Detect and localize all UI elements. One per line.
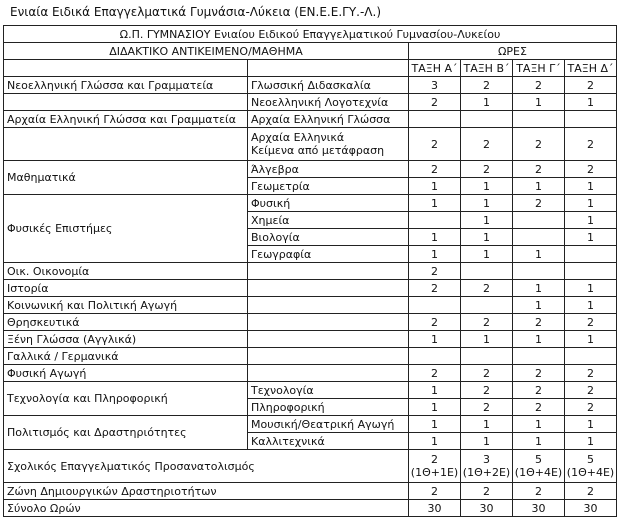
blank-cell	[248, 365, 409, 382]
hours-cell: 2	[461, 314, 513, 331]
blank-cell	[248, 60, 409, 77]
subject-name: Καλλιτεχνικά	[248, 433, 409, 450]
hours-cell: 2	[409, 483, 461, 500]
hours-cell	[409, 297, 461, 314]
hours-cell: 2	[409, 161, 461, 178]
subject-name-line: Αρχαία Ελληνικά	[251, 131, 345, 144]
hours-cell: 2	[565, 365, 617, 382]
hours-cell: 1	[513, 297, 565, 314]
hours-cell: 2	[409, 365, 461, 382]
hours-cell: 2	[461, 382, 513, 399]
hours-cell: 1	[565, 229, 617, 246]
hours-detail: (1Θ+1Ε)	[410, 466, 459, 479]
hours-cell: 2	[565, 77, 617, 94]
hours-cell: 2	[409, 94, 461, 111]
hours-cell: 3	[409, 77, 461, 94]
hours-cell: 1	[565, 433, 617, 450]
hours-cell	[513, 450, 565, 483]
subject-group: Φυσική Αγωγή	[4, 365, 248, 382]
hours-cell: 1	[565, 331, 617, 348]
hours-cell: 1	[409, 382, 461, 399]
table-row	[4, 161, 617, 178]
hours-cell: 1	[461, 94, 513, 111]
hours-cell: 2	[409, 128, 461, 161]
hours-cell: 1	[513, 94, 565, 111]
hours-header: ΩΡΕΣ	[409, 43, 617, 60]
hours-cell: 1	[513, 433, 565, 450]
hours-cell: 1	[565, 212, 617, 229]
hours-detail: (1Θ+2Ε)	[462, 466, 511, 479]
caption-row	[4, 26, 617, 43]
hours-cell	[513, 111, 565, 128]
hours-cell: 2	[513, 195, 565, 212]
hours-cell: 2	[513, 314, 565, 331]
subject-group: Σχολικός Επαγγελματικός Προσανατολισμός	[4, 450, 409, 483]
subject-group: Τεχνολογία και Πληροφορική	[4, 382, 248, 416]
subject-header: ΔΙΔΑΚΤΙΚΟ ΑΝΤΙΚΕΙΜΕΝΟ/ΜΑΘΗΜΑ	[4, 43, 409, 60]
blank-cell	[248, 280, 409, 297]
table-row	[4, 331, 617, 348]
blank-cell	[248, 314, 409, 331]
hours-cell	[513, 212, 565, 229]
hours-cell: 2	[461, 399, 513, 416]
hours-cell	[513, 348, 565, 365]
table-row	[4, 416, 617, 433]
subject-group: Νεοελληνική Γλώσσα και Γραμματεία	[4, 77, 248, 94]
hours-cell: 1	[409, 178, 461, 195]
subject-name: Τεχνολογία	[248, 382, 409, 399]
hours-cell: 1	[461, 416, 513, 433]
total-cell: 30	[513, 500, 565, 517]
hours-cell	[565, 450, 617, 483]
hours-cell: 1	[565, 94, 617, 111]
subject-name: Νεοελληνική Λογοτεχνία	[248, 94, 409, 111]
table-row	[4, 280, 617, 297]
hours-cell: 1	[565, 195, 617, 212]
hours-cell: 2	[565, 399, 617, 416]
hours-cell: 1	[409, 433, 461, 450]
hours-cell	[409, 212, 461, 229]
hours-cell: 2	[565, 161, 617, 178]
hours-cell: 2	[513, 77, 565, 94]
hours-cell	[461, 111, 513, 128]
subject-group: Ξένη Γλώσσα (Αγγλικά)	[4, 331, 248, 348]
table-row	[4, 382, 617, 399]
subject-group: Θρησκευτικά	[4, 314, 248, 331]
hours-cell: 2	[513, 128, 565, 161]
hours-cell: 1	[565, 178, 617, 195]
subject-group: Γαλλικά / Γερμανικά	[4, 348, 248, 365]
subject-name: Φυσική	[248, 195, 409, 212]
subject-group: Αρχαία Ελληνική Γλώσσα και Γραμματεία	[4, 111, 248, 128]
hours-cell: 1	[461, 433, 513, 450]
subject-group: Μαθηματικά	[4, 161, 248, 195]
hours-cell	[461, 297, 513, 314]
hours-cell: 1	[513, 178, 565, 195]
hours-cell	[565, 111, 617, 128]
hours-cell: 2	[409, 314, 461, 331]
hours-cell: 2	[513, 399, 565, 416]
table-row	[4, 297, 617, 314]
total-row	[4, 500, 617, 517]
subject-group: Φυσικές Επιστήμες	[4, 195, 248, 263]
hours-cell	[461, 263, 513, 280]
hours-cell	[461, 450, 513, 483]
hours-cell: 1	[513, 246, 565, 263]
hours-cell: 2	[461, 77, 513, 94]
hours-cell: 2	[565, 483, 617, 500]
grade-header: ΤΑΞΗ Β΄	[461, 60, 513, 77]
subject-name: Πληροφορική	[248, 399, 409, 416]
subject-group: Πολιτισμός και Δραστηριότητες	[4, 416, 248, 450]
hours-cell: 1	[513, 416, 565, 433]
table-row	[4, 94, 617, 111]
hours-cell: 1	[409, 399, 461, 416]
total-label: Σύνολο Ωρών	[4, 500, 409, 517]
grade-header: ΤΑΞΗ Α΄	[409, 60, 461, 77]
table-row	[4, 348, 617, 365]
hours-cell: 1	[565, 280, 617, 297]
hours-cell	[565, 348, 617, 365]
hours-cell: 2	[513, 161, 565, 178]
hours-cell: 2	[461, 128, 513, 161]
hours-cell: 2	[565, 314, 617, 331]
subject-group: Κοινωνική και Πολιτική Αγωγή	[4, 297, 248, 314]
hours-cell	[409, 348, 461, 365]
page-title: Ενιαία Ειδικά Επαγγελματικά Γυμνάσια-Λύκεια (ΕΝ.Ε.Ε.ΓΥ.-Λ.)	[10, 5, 382, 19]
subject-name: Γεωγραφία	[248, 246, 409, 263]
subject-name: Γλωσσική Διδασκαλία	[248, 77, 409, 94]
table-row	[4, 77, 617, 94]
subject-name: Αρχαία Ελληνική Γλώσσα	[248, 111, 409, 128]
blank-cell	[4, 94, 248, 111]
hours-cell: 2	[513, 382, 565, 399]
hours-cell: 2	[461, 483, 513, 500]
hours-value: 2	[431, 453, 438, 466]
table-row	[4, 365, 617, 382]
subject-name	[248, 128, 409, 161]
blank-cell	[4, 128, 248, 161]
hours-cell: 2	[513, 483, 565, 500]
table-row	[4, 128, 617, 161]
hours-cell: 1	[461, 331, 513, 348]
hours-cell: 1	[513, 331, 565, 348]
hours-value: 3	[483, 453, 490, 466]
hours-cell: 2	[461, 280, 513, 297]
subject-name: Γεωμετρία	[248, 178, 409, 195]
hours-cell	[409, 450, 461, 483]
subject-group: Ιστορία	[4, 280, 248, 297]
hours-cell: 1	[409, 246, 461, 263]
hours-cell: 2	[513, 365, 565, 382]
total-cell: 30	[409, 500, 461, 517]
hours-cell: 1	[461, 212, 513, 229]
hours-cell	[513, 263, 565, 280]
hours-cell: 2	[409, 280, 461, 297]
hours-cell: 1	[513, 280, 565, 297]
hours-cell: 2	[409, 263, 461, 280]
grade-header: ΤΑΞΗ Δ΄	[565, 60, 617, 77]
hours-cell: 1	[565, 416, 617, 433]
table-row	[4, 263, 617, 280]
table-caption: Ω.Π. ΓΥΜΝΑΣΙΟΥ Ενιαίου Ειδικού Επαγγελματικού Γυμνασίου-Λυκείου	[4, 26, 617, 43]
curriculum-hours-table	[3, 25, 617, 517]
table-row	[4, 450, 617, 483]
subject-name-line: Κείμενα από μετάφραση	[251, 144, 385, 157]
hours-value: 5	[587, 453, 594, 466]
hours-cell: 1	[409, 229, 461, 246]
blank-cell	[248, 348, 409, 365]
hours-cell: 1	[409, 416, 461, 433]
hours-cell: 1	[461, 195, 513, 212]
hours-cell	[461, 348, 513, 365]
hours-cell: 1	[461, 178, 513, 195]
hours-cell: 2	[461, 365, 513, 382]
hours-cell: 2	[565, 382, 617, 399]
hours-detail: (1Θ+4Ε)	[566, 466, 615, 479]
blank-cell	[248, 331, 409, 348]
hours-cell: 1	[409, 331, 461, 348]
hours-value: 5	[535, 453, 542, 466]
hours-cell	[409, 111, 461, 128]
grade-header: ΤΑΞΗ Γ΄	[513, 60, 565, 77]
table-row	[4, 314, 617, 331]
hours-cell	[565, 246, 617, 263]
table-row	[4, 483, 617, 500]
hours-cell	[513, 229, 565, 246]
hours-cell: 1	[461, 229, 513, 246]
subject-name: Άλγεβρα	[248, 161, 409, 178]
subject-name: Μουσική/Θεατρική Αγωγή	[248, 416, 409, 433]
hours-cell	[565, 263, 617, 280]
header-row	[4, 43, 617, 60]
subject-name: Βιολογία	[248, 229, 409, 246]
hours-cell: 2	[461, 161, 513, 178]
table-row	[4, 195, 617, 212]
hours-cell: 1	[565, 297, 617, 314]
blank-cell	[248, 297, 409, 314]
blank-cell	[4, 60, 248, 77]
hours-cell: 1	[409, 195, 461, 212]
hours-cell: 1	[461, 246, 513, 263]
total-cell: 30	[565, 500, 617, 517]
hours-cell: 2	[565, 128, 617, 161]
subject-group: Ζώνη Δημιουργικών Δραστηριοτήτων	[4, 483, 409, 500]
hours-detail: (1Θ+4Ε)	[514, 466, 563, 479]
blank-cell	[248, 263, 409, 280]
grades-row	[4, 60, 617, 77]
subject-name: Χημεία	[248, 212, 409, 229]
total-cell: 30	[461, 500, 513, 517]
subject-group: Οικ. Οικονομία	[4, 263, 248, 280]
table-row	[4, 111, 617, 128]
